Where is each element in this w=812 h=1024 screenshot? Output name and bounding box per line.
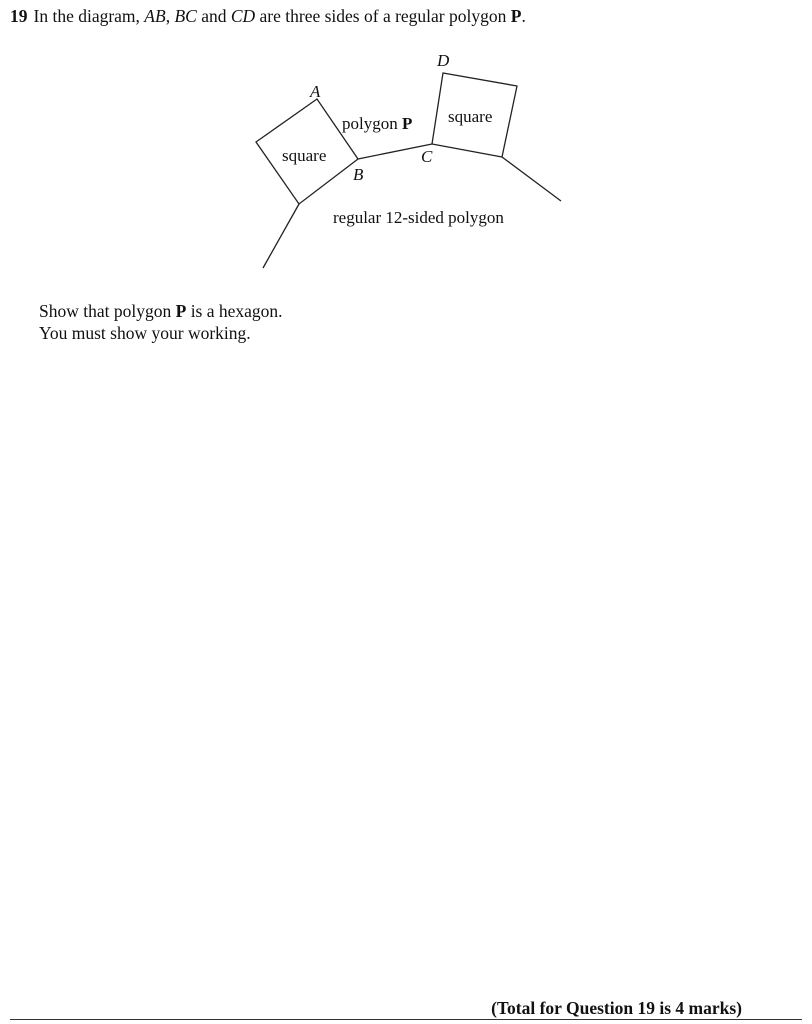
instruction-line-1: [39, 300, 283, 322]
question-rest: are three sides of a regular polygon: [259, 6, 507, 26]
question-number: 19: [10, 6, 28, 26]
instruction-start: Show that polygon: [39, 301, 172, 321]
twelve-gon-side-right: [502, 157, 561, 201]
instructions: [39, 300, 283, 344]
comma: ,: [165, 6, 171, 26]
twelve-gon-side-left: [263, 204, 299, 268]
vertex-c: C: [421, 147, 433, 166]
instruction-end: is a hexagon.: [190, 301, 283, 321]
vertex-a: A: [310, 82, 321, 101]
side-bc: BC: [174, 6, 197, 26]
and-text: and: [201, 6, 227, 26]
polygon-p-label: [342, 114, 412, 133]
instruction-line-2: You must show your working.: [39, 323, 251, 343]
bottom-rule: [10, 1019, 802, 1020]
polygon-p-letter: P: [401, 114, 413, 133]
period: .: [521, 6, 526, 26]
side-ab: AB: [144, 6, 166, 26]
geometry-diagram: [0, 0, 812, 300]
square-right-label: square: [448, 107, 493, 126]
side-cd: CD: [230, 6, 256, 26]
vertex-b: B: [353, 165, 364, 184]
polygon-name: P: [510, 6, 522, 26]
vertex-d: D: [437, 51, 450, 70]
total-marks: (Total for Question 19 is 4 marks): [491, 998, 742, 1018]
question-intro: In the diagram,: [33, 6, 140, 26]
instruction-letter: P: [175, 301, 187, 321]
twelve-sided-label: regular 12-sided polygon: [333, 208, 504, 227]
square-left-label: square: [282, 146, 327, 165]
polygon-p-text: polygon: [342, 114, 398, 133]
